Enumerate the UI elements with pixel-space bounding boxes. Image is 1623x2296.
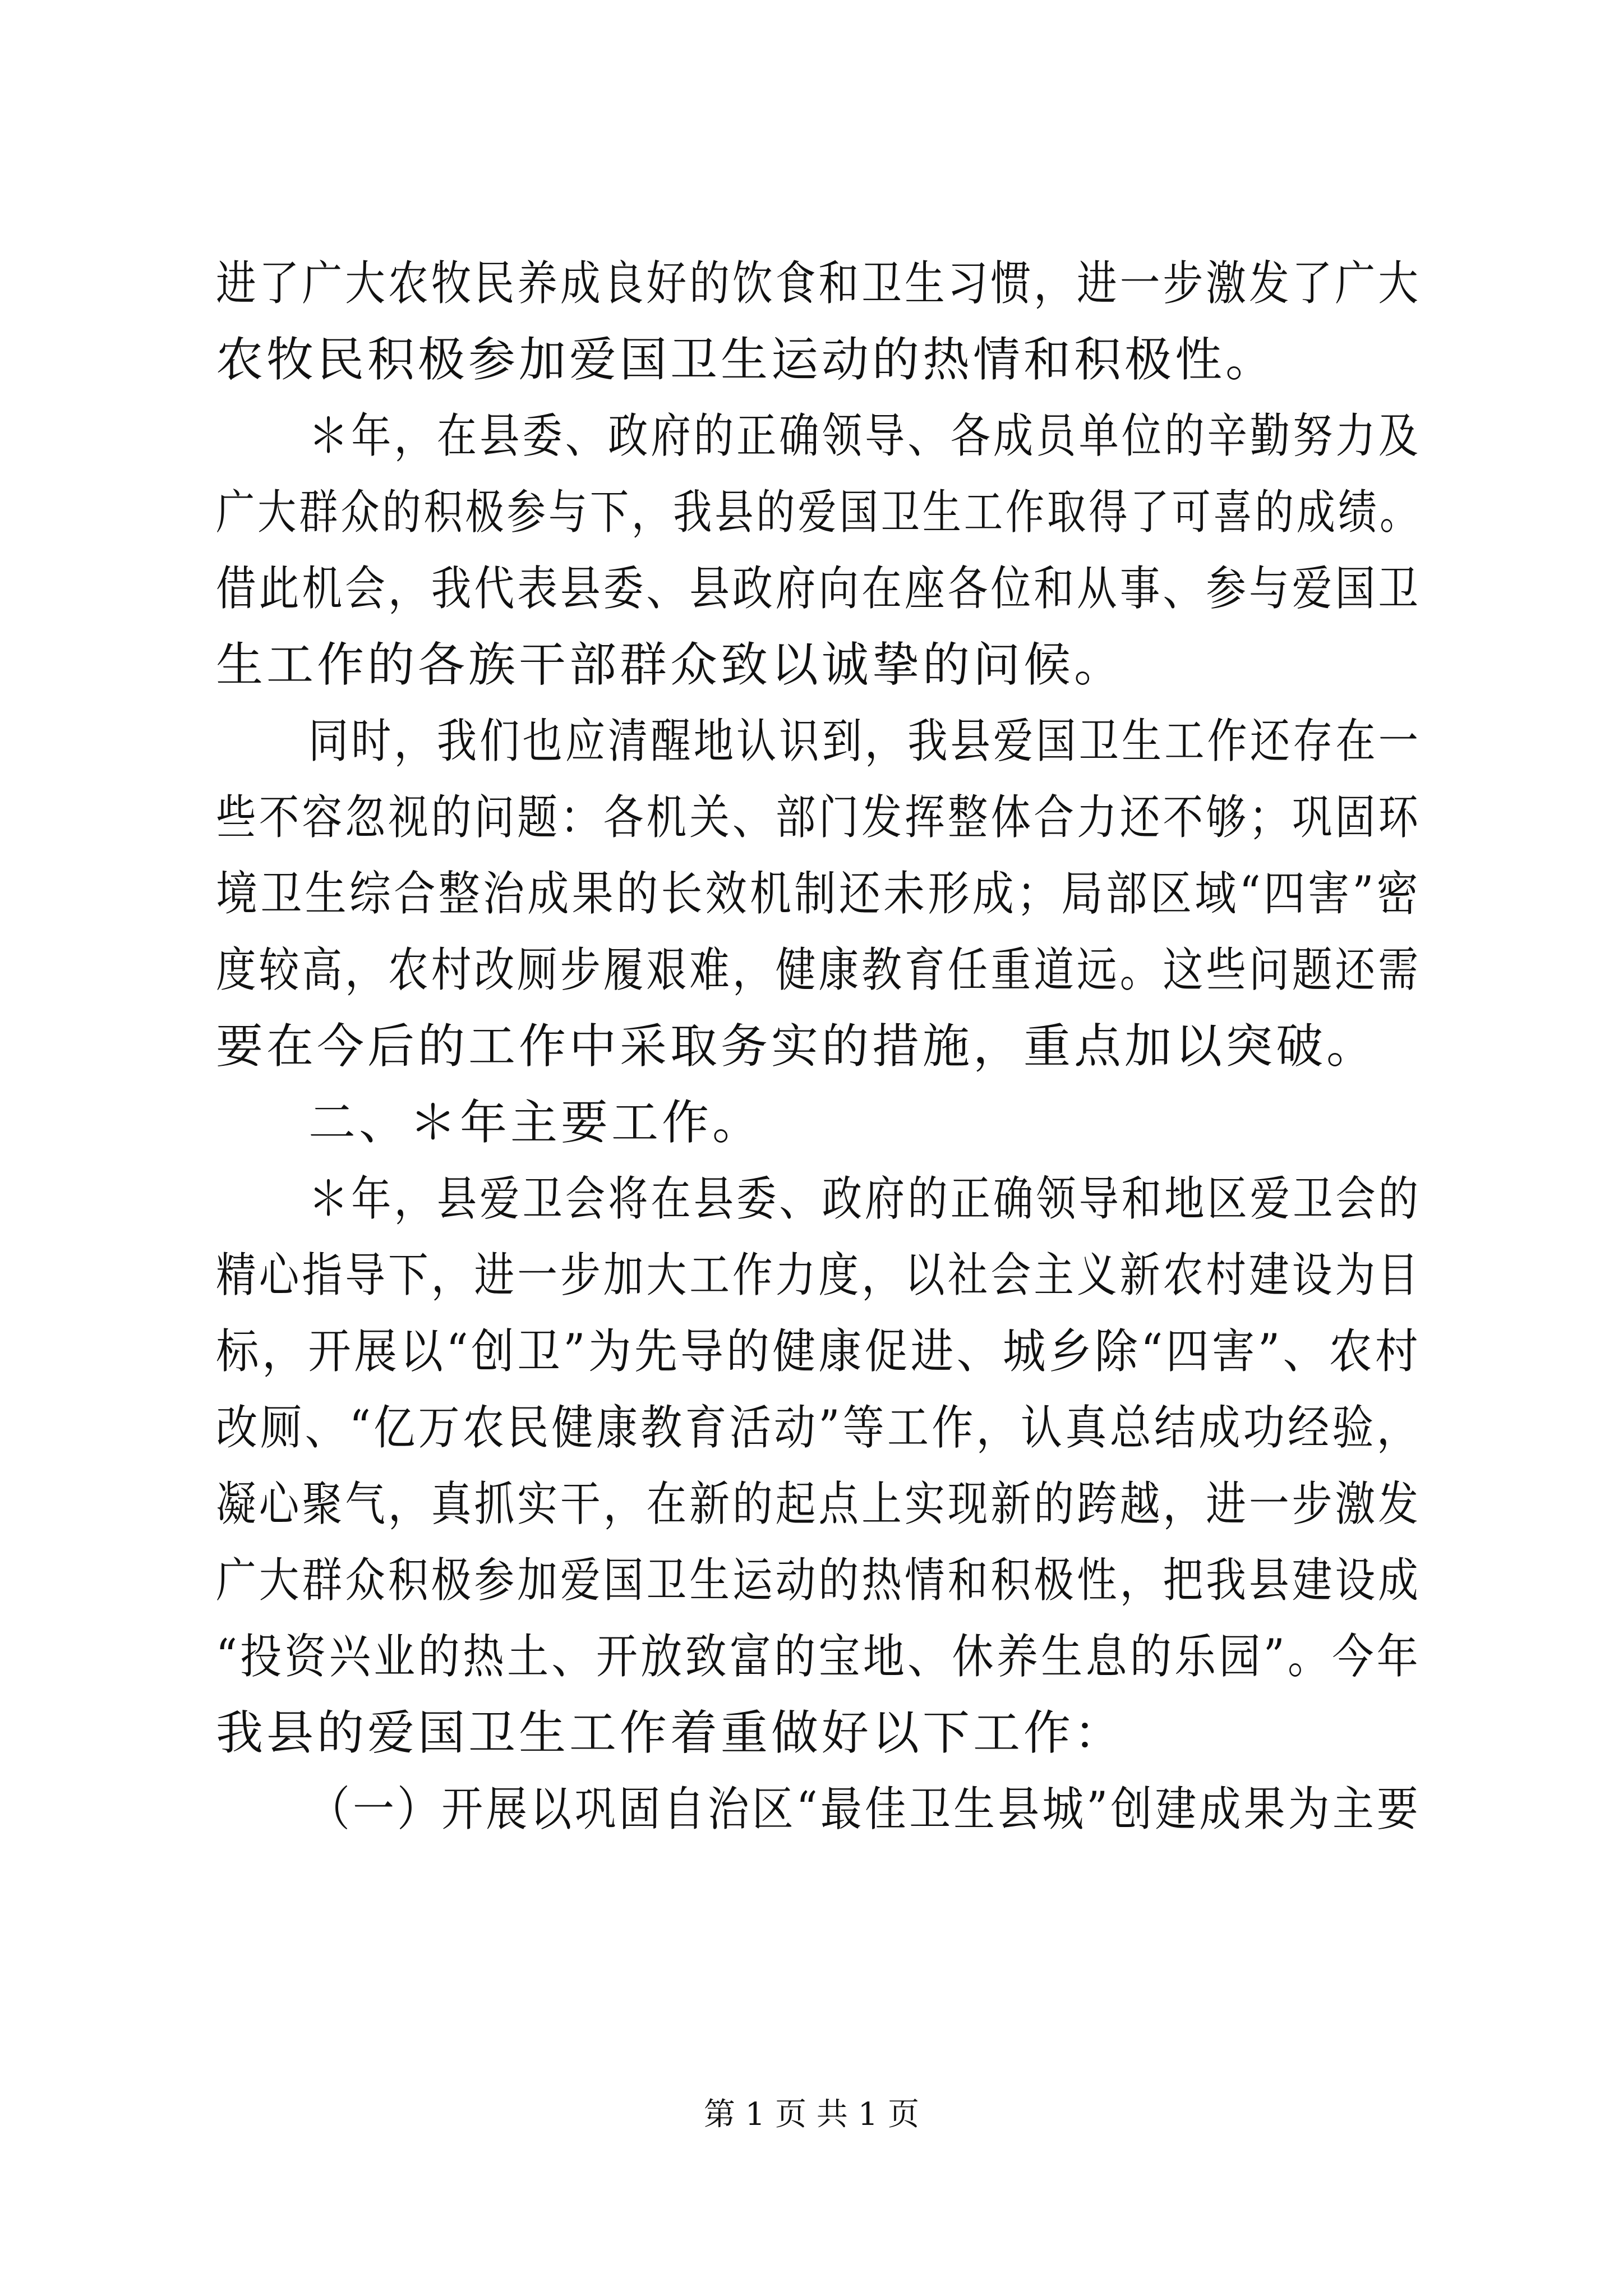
- text-line: “投资兴业的热土、开放致富的宝地、休养生息的乐园”。今年: [216, 1629, 1422, 1684]
- text-line: 改厕、“亿万农民健康教育活动”等工作，认真总结成功经验，: [216, 1400, 1422, 1455]
- subsection-heading: （一）开展以巩固自治区“最佳卫生县城”创建成果为主要: [308, 1782, 1422, 1837]
- text-line: 凝心聚气，真抓实干，在新的起点上实现新的跨越，进一步激发: [216, 1476, 1422, 1531]
- text-line: 广大群众积极参加爱国卫生运动的热情和积极性，把我县建设成: [216, 1553, 1422, 1608]
- page-footer: 第 1 页 共 1 页: [703, 2096, 920, 2133]
- text-line: 广大群众的积极参与下，我县的爱国卫生工作取得了可喜的成绩。: [216, 485, 1422, 540]
- text-line: 度较高，农村改厕步履艰难，健康教育任重道远。这些问题还需: [216, 942, 1422, 997]
- text-line: 借此机会，我代表县委、县政府向在座各位和从事、参与爱国卫: [216, 561, 1422, 616]
- text-line: 些不容忽视的问题：各机关、部门发挥整体合力还不够；巩固环: [216, 790, 1422, 845]
- text-line: 生工作的各族干部群众致以诚挚的问候。: [216, 637, 1125, 692]
- text-line: 标，开展以“创卫”为先导的健康促进、城乡除“四害”、农村: [216, 1324, 1421, 1379]
- text-line: 进了广大农牧民养成良好的饮食和卫生习惯，进一步激发了广大: [216, 256, 1422, 311]
- text-line: 境卫生综合整治成果的长效机制还未形成；局部区域“四害”密: [216, 866, 1422, 921]
- text-line: 要在今后的工作中采取务实的措施，重点加以突破。: [216, 1019, 1377, 1074]
- paragraph-first-line: ＊年，县爱卫会将在县委、政府的正确领导和地区爱卫会的: [308, 1171, 1422, 1226]
- paragraph-first-line: ＊年，在县委、政府的正确领导、各成员单位的辛勤努力及: [308, 408, 1422, 463]
- paragraph-first-line: 同时，我们也应清醒地认识到，我县爱国卫生工作还存在一: [308, 714, 1422, 769]
- text-line: 农牧民积极参加爱国卫生运动的热情和积极性。: [216, 332, 1276, 387]
- text-line: 精心指导下，进一步加大工作力度，以社会主义新农村建设为目: [216, 1248, 1422, 1303]
- text-line: 我县的爱国卫生工作着重做好以下工作：: [216, 1705, 1125, 1760]
- section-heading: 二、＊年主要工作。: [308, 1095, 763, 1150]
